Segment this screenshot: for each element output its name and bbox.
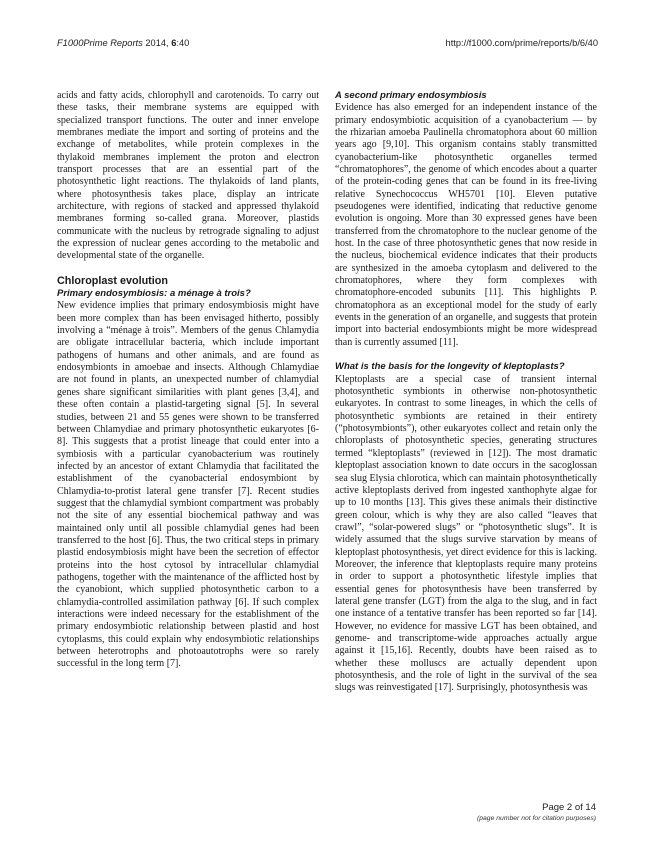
article-number: :40 [176, 38, 190, 48]
subsection-title: What is the basis for the longevity of kleptoplasts? [335, 361, 565, 373]
body-paragraph: Evidence has also emerged for an independent instance of the primary endosymbiotic acquisition of a cyanobacterium — by the rhizarian amoeba Paulinella chromatophora about 60 million years ago [9,10]. This organism contains stably transmitted cyanobacterium-like photosynthetic organelles termed “chromatophores”, the genome of which encodes about a quarter of the protein-coding genes that can be found in its free-living relative Synechococcus WH5701 [10]. Eleven putative pseudogenes were identified, indicating that reductive genome evolution is ongoing. More than 30 expressed genes have been transferred from the chromatophore to the nuclear genome of the host. In the case of three photosynthetic genes that now reside in the nucleus, biochemical evidence indicates that their products are synthesized in the amoeba cytoplasm and delivered to the chromatophores, where they form complexes with chromatophore-encoded subunits [11]. This highlights P. chromatophora as an exceptional model for the study of early events in the generation of an organelle, and suggests that protein import into bacterial endosymbionts might be more widespread than is currently assumed [11]. [335, 102, 597, 348]
page-number: Page 2 of 14 [542, 802, 596, 813]
journal-name: F1000Prime Reports [57, 38, 143, 48]
intro-paragraph: acids and fatty acids, chlorophyll and carotenoids. To carry out these tasks, their membrane systems are equipped with specialized transport functions. The outer and inner envelope membranes mediate the import and sorting of proteins and the exchange of metabolites, while protein complexes in the thylakoid membranes implement the proton and electron transport processes that are an essential part of the photosynthetic light reactions. The thylakoids of land plants, where photosynthesis takes place, display an intricate architecture, with regions of stacked and appressed thylakoid membranes forming so-called grana. Moreover, plastids communicate with the nucleus by retrograde signaling to adjust the expression of nuclear genes according to the metabolic and developmental state of the organelle. [57, 90, 319, 262]
subsection-title: A second primary endosymbiosis [335, 90, 487, 101]
journal-volume: 6 [171, 38, 177, 48]
page-number-note: (page number not for citation purposes) [476, 815, 596, 822]
left-column [57, 90, 319, 671]
running-header-url[interactable]: http://f1000.com/prime/reports/b/6/40 [445, 38, 598, 48]
spacer [57, 263, 319, 275]
subsection-title: Primary endosymbiosis: a ménage à trois? [57, 288, 251, 300]
running-header-citation [57, 38, 189, 48]
right-column [335, 90, 597, 695]
spacer [335, 349, 597, 361]
body-paragraph: Kleptoplasts are a special case of transient internal photosynthetic symbionts in otherwise non-photosynthetic eukaryotes. In contrast to some lineages, in which the cells of photosynthetic symbionts are retained in their entirety (“photosymbionts”), other eukaryotes collect and retain only the chloroplasts of photosynthetic species, generating structures termed “kleptoplasts” (reviewed in [12]). The most dramatic kleptoplast association known to date occurs in the sacoglossan sea slug Elysia chlorotica, which can maintain photosynthetically active kleptoplasts derived from ingested xanthophyte algae for up to 10 months [13]. This gives these animals their distinctive green colour, which is why they are also called “leaves that crawl”, “solar-powered slugs” or “photosynthetic slugs”. It is widely assumed that the slugs survive starvation by means of kleptoplast photosynthesis, yet direct evidence for this is lacking. Moreover, the inference that kleptoplasts require many proteins in order to support a photosynthetic lifestyle implies that essential genes for photosynthesis have been transferred by lateral gene transfer (LGT) from the alga to the slug, and in fact one instance of a tentative transfer has been reported so far [14]. However, no evidence for massive LGT has been obtained, and genome- and transcriptome-wide approaches actually argue against it [15,16]. Recently, doubts have been raised as to whether these molluscs are actually dependent upon photosynthesis, and the role of light in the survival of the sea slugs was reinvestigated [17]. Surprisingly, photosynthesis was [335, 373, 597, 694]
body-paragraph: New evidence implies that primary endosymbiosis might have been more complex than has been envisaged hitherto, possibly involving a “ménage à trois”. Members of the genus Chlamydia are obligate intracellular bacteria, which include important pathogens of humans and other animals, and are found as endosymbionts in amoebae and insects. Although Chlamydiae are not found in plants, an unexpected number of chlamydial genes share significant similarities with plant genes [3,4], and these often contain a plastid-targeting signal [5]. In several studies, between 21 and 55 genes were shown to be transferred between Chlamydiae and primary photosynthetic eukaryotes [6-8]. This suggests that a protist lineage that could enter into a symbiosis with a particular cyanobacterium was routinely infected by an ancestor of extant Chlamydia that facilitated the establishment of the cyanobacterial endosymbiont by Chlamydia-to-protist lateral gene transfer [7]. Recent studies suggest that the chlamydial symbiont compartment was probably not the site of any essential biochemical pathway and was maintained only until all possible chlamydial genes had been transferred to the host [6]. Thus, the two critical steps in primary plastid endosymbiosis might have been the secretion of effector proteins into the host cytosol by intracellular chlamydial pathogens, together with the maintenance of the afflicted host by the cyanobiont, which supplied photosynthetic carbon to a chlamydia-controlled assimilation pathway [6]. If such complex interactions were indeed necessary for the establishment of the primary endosymbiotic relationship between plastid and host cytoplasms, this could explain why endosymbiotic relationships between heterotrophs and photoautotrophs were so rarely successful in the long term [7]. [57, 300, 319, 670]
section-title: Chloroplast evolution [57, 275, 168, 288]
journal-year: 2014, [145, 38, 169, 48]
